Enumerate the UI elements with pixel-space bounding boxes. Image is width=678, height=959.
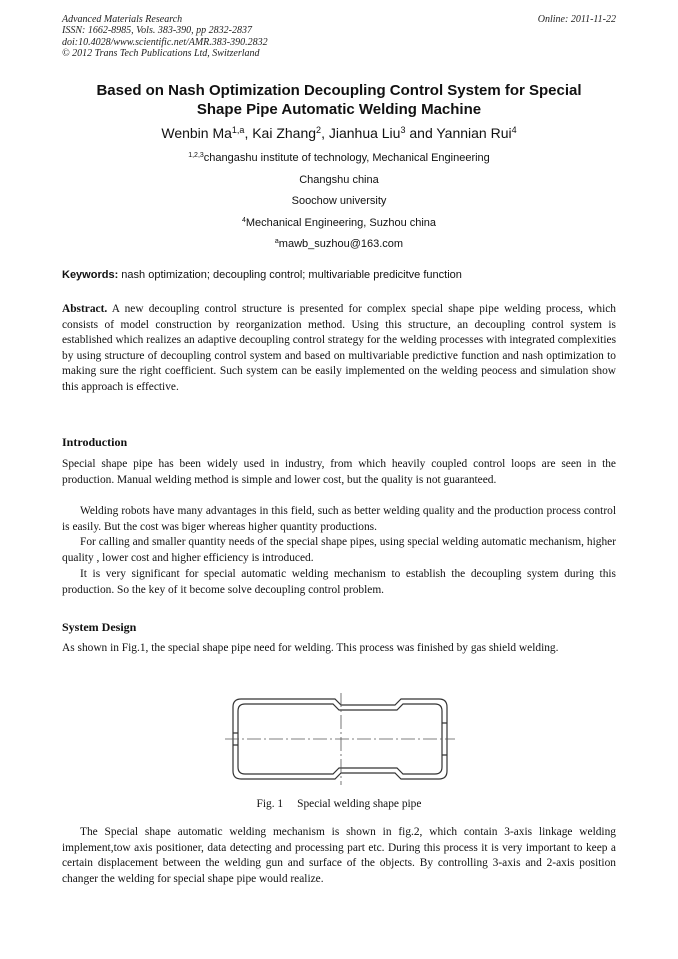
author-superscript: 2	[316, 125, 322, 135]
figure-1-caption	[62, 797, 616, 812]
online-date: Online: 2011-11-22	[537, 14, 616, 25]
paper-title	[62, 81, 616, 119]
author-name: Jianhua Liu	[328, 125, 401, 141]
intro-paragraph-2: Welding robots have many advantages in this field, such as better welding quality and the production process control is easily. But the cost was biger whereas higher quantity productions.	[62, 505, 616, 533]
affiliation-line	[62, 234, 616, 256]
affiliation-line	[62, 148, 616, 170]
introduction-heading: Introduction	[62, 435, 128, 449]
author-name: Yannian Rui	[436, 125, 512, 141]
system-design-heading: System Design	[62, 620, 137, 634]
author-name: Kai Zhang	[252, 125, 317, 141]
affiliation-text: changashu institute of technology, Mechanical Engineering	[203, 152, 490, 164]
journal-name: Advanced Materials Research	[62, 14, 183, 25]
system-design-paragraph-1: As shown in Fig.1, the special shape pipe need for welding. This process was finished by gas shield welding.	[62, 642, 559, 654]
affiliations	[62, 148, 616, 256]
figure-caption-text: Special welding shape pipe	[297, 798, 422, 810]
affiliation-line: Soochow university	[291, 195, 387, 207]
intro-paragraph-3: For calling and smaller quantity needs of the special shape pipes, using special welding automatic mechanism, higher quality , lower cost and higher efficiency is introduced.	[62, 536, 616, 564]
author-name: Wenbin Ma	[161, 125, 232, 141]
affiliation-line	[62, 213, 616, 235]
keywords-label: Keywords:	[62, 269, 119, 281]
keywords-text: nash optimization; decoupling control; multivariable predicitve function	[118, 269, 462, 281]
affiliation-superscript: 1,2,3	[188, 152, 204, 159]
author-separator: and	[405, 125, 437, 141]
system-design-paragraph-2: The Special shape automatic welding mechanism is shown in fig.2, which contain 3-axis linkage welding implement,tow axis positioner, data detecting and processing part etc. During this process it is very important to keep a certain displacement between the welding gun and surface of the objects. By controlling 3-axis and 2-axis position changer the welding for special shape pipe would realize.	[62, 826, 616, 885]
intro-paragraph-4: It is very significant for special automatic welding mechanism to establish the decoupling system during this production. So the key of it become solve decoupling control problem.	[62, 568, 616, 596]
author-separator: ,	[244, 125, 253, 141]
author-list	[62, 124, 616, 142]
abstract-paragraph	[62, 302, 616, 395]
issn-line: ISSN: 1662-8985, Vols. 383-390, pp 2832-2837	[62, 25, 252, 37]
title-line-2: Shape Pipe Automatic Welding Machine	[196, 101, 482, 118]
figure-label: Fig. 1	[256, 798, 284, 810]
keywords-line	[62, 268, 616, 283]
title-line-1: Based on Nash Optimization Decoupling Control System for Special	[96, 82, 582, 99]
abstract-label: Abstract.	[62, 303, 108, 315]
journal-header	[62, 14, 616, 60]
intro-paragraph-1: Special shape pipe has been widely used in industry, from which heavily coupled control loops are seen in the production. Manual welding method is simple and lower cost, but the quality is not guaranteed.	[62, 458, 616, 486]
affiliation-line: Changshu china	[299, 173, 379, 186]
author-superscript: 4	[511, 125, 517, 135]
email-superscript: a	[274, 238, 279, 245]
figure-1-pipe-drawing	[225, 693, 455, 785]
doi-line: doi:10.4028/www.scientific.net/AMR.383-390.2832	[62, 36, 268, 48]
copyright-line: © 2012 Trans Tech Publications Ltd, Switzerland	[62, 48, 260, 60]
affiliation-text: Mechanical Engineering, Suzhou china	[245, 216, 437, 229]
author-superscript: 3	[400, 125, 406, 135]
abstract-text: A new decoupling control structure is presented for complex special shape pipe welding process, which consists of model construction by reorganization method. Using this structure, an decoupling control system is established which realizes an adaptive decoupling control strategy for the welding processes with integrated complexities by using structure of decoupling control system and based on multivariable predictive function and nash optimization to making sure the right coefficient. Such system can be easily implemented on the welding peocess and simulation show this approach is effective.	[62, 303, 616, 393]
author-separator: ,	[321, 125, 329, 141]
author-email: mawb_suzhou@163.com	[278, 238, 404, 250]
affiliation-superscript: 4	[241, 216, 246, 224]
author-superscript: 1,a	[231, 125, 245, 135]
